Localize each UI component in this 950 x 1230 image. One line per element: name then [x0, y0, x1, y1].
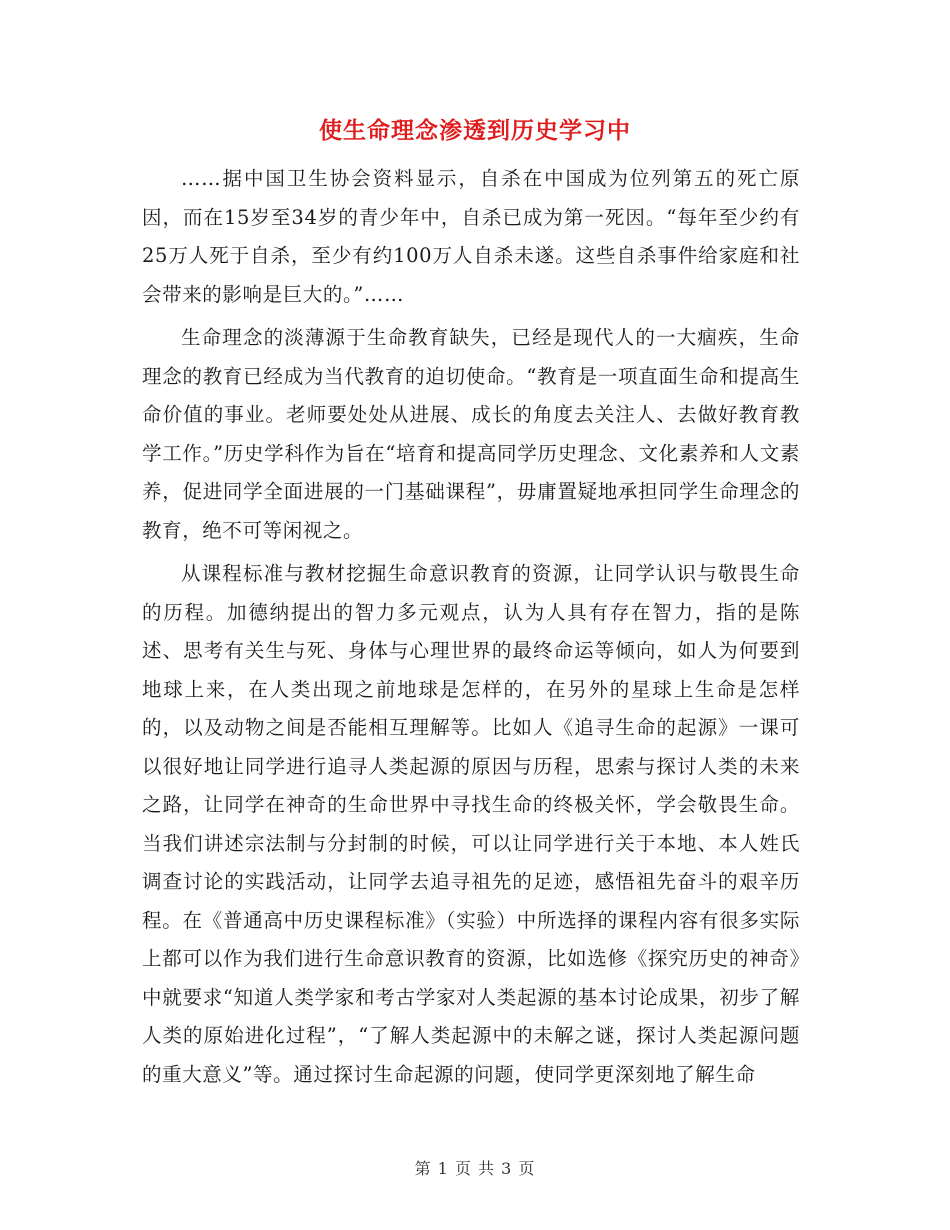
document-title: 使生命理念渗透到历史学习中 — [319, 118, 631, 144]
paragraph-3: 从课程标准与教材挖掘生命意识教育的资源，让同学认识与敬畏生命的历程。加德纳提出的智力多元观点，认为人具有存在智力，指的是陈述、思考有关生与死、身体与心理世界的最终命运等倾向，如人为何要到地球上来，在人类出现之前地球是怎样的，在另外的星球上生命是怎样的，以及动物之间是否能相互理解等。比如人《追寻生命的起源》一课可以很好地让同学进行追寻人类起源的原因与历程，思索与探讨人类的未来之路，让同学在神奇的生命世界中寻找生命的终极关怀，学会敬畏生命。当我们讲述宗法制与分封制的时候，可以让同学进行关于本地、本人姓氏调查讨论的实践活动，让同学去追寻祖先的足迹，感悟祖先奋斗的艰辛历程。在《普通高中历史课程标准》（实验）中所选择的课程内容有很多实际上都可以作为我们进行生命意识教育的资源，比如选修《探究历史的神奇》中就要求“知道人类学家和考古学家对人类起源的基本讨论成果，初步了解人类的原始进化过程”，“了解人类起源中的未解之谜，探讨人类起源问题的重大意义”等。通过探讨生命起源的问题，使同学更深刻地了解生命 — [142, 562, 800, 1086]
paragraph-1: ……据中国卫生协会资料显示，自杀在中国成为位列第五的死亡原因，而在15岁至34岁的青少年中，自杀已成为第一死因。“每年至少约有25万人死于自杀，至少有约100万人自杀未遂。这些自杀事件给家庭和社会带来的影响是巨大的。”…… — [142, 167, 800, 306]
paragraph-2: 生命理念的淡薄源于生命教育缺失，已经是现代人的一大痼疾，生命理念的教育已经成为当代教育的迫切使命。“教育是一项直面生命和提高生命价值的事业。老师要处处从进展、成长的角度去关注人、去做好教育教学工作。”历史学科作为旨在“培育和提高同学历史理念、文化素养和人文素养，促进同学全面进展的一门基础课程”，毋庸置疑地承担同学生命理念的教育，绝不可等闲视之。 — [142, 326, 800, 542]
page-footer: 第 1 页 共 3 页 — [414, 1159, 536, 1178]
document-body — [142, 160, 800, 1099]
